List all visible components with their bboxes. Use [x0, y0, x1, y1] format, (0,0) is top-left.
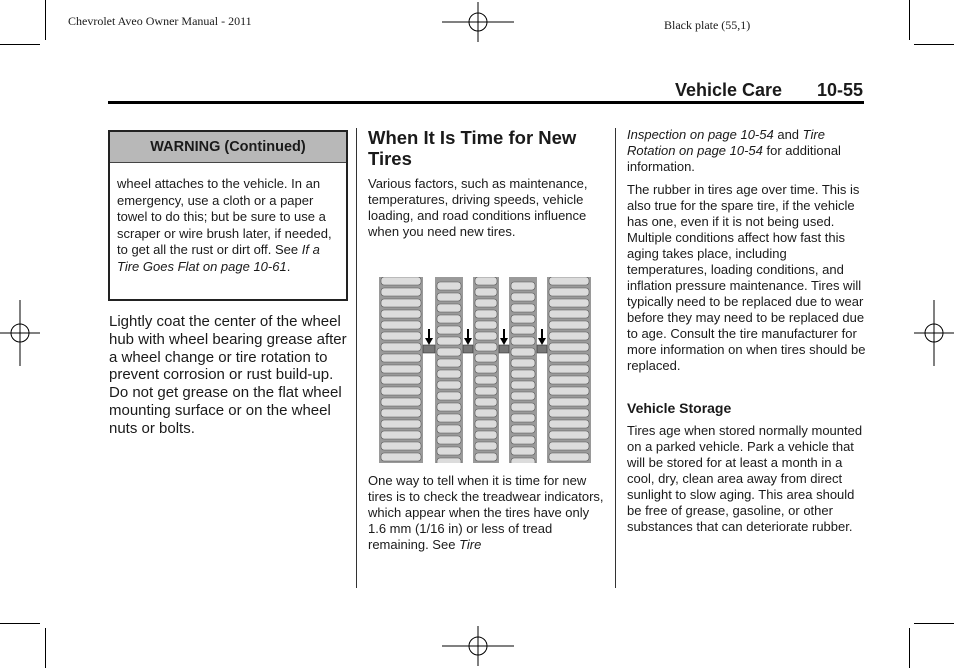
tread-block	[511, 392, 535, 400]
tread-block	[381, 431, 421, 439]
tread-block	[381, 365, 421, 373]
tread-block	[511, 326, 535, 334]
tread-block	[511, 337, 535, 345]
tread-block	[475, 343, 497, 351]
treadwear-text: One way to tell when it is time for new tires is to check the treadwear indicators, which appear when the tires have only 1.6 mm (1/16 in) or less of tread remaining. See	[368, 473, 604, 552]
registration-mark-icon	[442, 626, 514, 666]
inspection-reference: Inspection on page 10-54	[627, 127, 774, 142]
tread-block	[381, 299, 421, 307]
tread-block	[437, 414, 461, 422]
tread-block	[549, 453, 589, 461]
tread-block	[511, 359, 535, 367]
tread-block	[475, 354, 497, 362]
tread-block	[381, 398, 421, 406]
tread-block	[549, 332, 589, 340]
tread-block	[475, 420, 497, 428]
tread-block	[437, 436, 461, 444]
tread-block	[437, 337, 461, 345]
crop-mark	[45, 628, 46, 668]
tread-block	[437, 359, 461, 367]
reference-paragraph	[627, 127, 867, 175]
tread-block	[437, 370, 461, 378]
warning-text: wheel attaches to the vehicle. In an emergency, use a cloth or a paper towel to do this; but be sure to use a scraper or wire brush later, if needed, to get all the rust or dirt off. See	[117, 176, 332, 257]
registration-mark-icon	[442, 2, 514, 42]
tread-block	[381, 332, 421, 340]
tread-block	[511, 282, 535, 290]
tread-block	[475, 332, 497, 340]
tread-block	[381, 376, 421, 384]
tire-aging-paragraph: The rubber in tires age over time. This is also true for the spare tire, if the vehicle has one, even if it is not being used. Multiple conditions affect how fast this aging takes place, including temperatures, loading conditions, and inflation pressure maintenance. Tires will typically need to be replaced due to wear before they may need to be replaced due to age. Consult the tire manufacturer for more information on when tires should be replaced.	[627, 182, 866, 373]
treadwear-indicator-bar	[423, 345, 435, 353]
rotation-reference: Tire Rotation on page 10-54	[627, 127, 825, 158]
tread-block	[549, 299, 589, 307]
vehicle-storage-heading: Vehicle Storage	[627, 400, 732, 416]
tread-block	[475, 376, 497, 384]
tread-block	[511, 315, 535, 323]
tread-block	[511, 458, 535, 463]
column-divider	[356, 128, 357, 588]
tread-block	[381, 420, 421, 428]
tread-block	[475, 398, 497, 406]
plate-label: Black plate (55,1)	[664, 18, 751, 32]
section-title: Vehicle Care	[675, 80, 783, 100]
tread-block	[437, 381, 461, 389]
tread-block	[549, 398, 589, 406]
tread-block	[475, 442, 497, 450]
tread-block	[549, 310, 589, 318]
treadwear-indicator-bar	[463, 345, 473, 353]
tread-block	[381, 387, 421, 395]
crop-mark	[45, 0, 46, 40]
reference-tail: for additional information.	[627, 143, 841, 174]
tread-block	[549, 387, 589, 395]
tread-block	[437, 326, 461, 334]
treadwear-paragraph	[368, 473, 604, 553]
registration-mark-icon	[914, 300, 954, 366]
crop-mark	[909, 628, 910, 668]
crop-mark	[914, 44, 954, 45]
tread-block	[381, 409, 421, 417]
crop-mark	[0, 44, 40, 45]
tread-block	[549, 288, 589, 296]
tread-block	[475, 453, 497, 461]
tread-block	[549, 365, 589, 373]
tread-block	[549, 420, 589, 428]
tread-block	[511, 370, 535, 378]
column-divider	[615, 128, 616, 588]
warning-title: WARNING (Continued)	[110, 132, 346, 163]
tread-block	[437, 315, 461, 323]
crop-mark	[909, 0, 910, 40]
crop-mark	[0, 623, 40, 624]
warning-box	[108, 130, 348, 301]
tread-block	[437, 403, 461, 411]
tread-block	[475, 299, 497, 307]
tread-block	[475, 321, 497, 329]
tread-block	[381, 277, 421, 285]
warning-body	[110, 163, 346, 275]
tread-block	[381, 310, 421, 318]
registration-mark-icon	[0, 300, 40, 366]
tread-block	[437, 447, 461, 455]
reference-conjunction: and	[773, 127, 803, 142]
page-number: 10-55	[817, 80, 864, 100]
warning-text-end: .	[286, 258, 291, 274]
tread-block	[549, 321, 589, 329]
tread-block	[475, 365, 497, 373]
tread-block	[475, 431, 497, 439]
tread-block	[549, 343, 589, 351]
tread-block	[381, 343, 421, 351]
crop-mark	[914, 623, 954, 624]
tread-block	[437, 458, 461, 463]
tread-block	[437, 293, 461, 301]
tread-block	[549, 431, 589, 439]
tread-block	[511, 381, 535, 389]
header-rule	[108, 101, 864, 104]
tread-block	[511, 447, 535, 455]
tire-tread-illustration	[379, 277, 591, 463]
tread-block	[549, 376, 589, 384]
tread-block	[437, 348, 461, 356]
tread-block	[475, 310, 497, 318]
section-heading: When It Is Time for New Tires	[368, 127, 577, 169]
tread-block	[549, 442, 589, 450]
tread-block	[549, 354, 589, 362]
tread-block	[381, 321, 421, 329]
tread-block	[511, 436, 535, 444]
tread-block	[437, 282, 461, 290]
warning-cross-reference: If a Tire Goes Flat on page 10-61	[117, 242, 320, 274]
tread-block	[381, 453, 421, 461]
intro-paragraph: Various factors, such as maintenance, temperatures, driving speeds, vehicle loading, and road conditions influence when you need new tires.	[368, 176, 588, 239]
tread-block	[475, 288, 497, 296]
tread-block	[437, 392, 461, 400]
tread-block	[437, 425, 461, 433]
tread-block	[475, 277, 497, 285]
manual-title: Chevrolet Aveo Owner Manual - 2011	[68, 14, 252, 28]
tread-block	[549, 277, 589, 285]
tread-block	[511, 403, 535, 411]
tread-block	[381, 354, 421, 362]
tread-block	[437, 304, 461, 312]
tread-block	[475, 409, 497, 417]
treadwear-indicator-bar	[537, 345, 547, 353]
tread-block	[511, 414, 535, 422]
tread-block	[381, 442, 421, 450]
tread-block	[511, 304, 535, 312]
treadwear-indicator-bar	[499, 345, 509, 353]
treadwear-cross-reference: Tire	[459, 537, 482, 552]
tread-block	[511, 348, 535, 356]
tread-block	[549, 409, 589, 417]
tread-block	[475, 387, 497, 395]
tread-block	[511, 293, 535, 301]
wheel-hub-paragraph: Lightly coat the center of the wheel hub with wheel bearing grease after a wheel change or tire rotation to prevent corrosion or rust build-up. Do not get grease on the flat wheel mounting surface or on the wheel nuts or bolts.	[109, 313, 347, 437]
tread-block	[511, 425, 535, 433]
vehicle-storage-paragraph: Tires age when stored normally mounted on a parked vehicle. Park a vehicle that will be stored for at least a month in a cool, dry, clean area away from direct sunlight to slow aging. This area should be free of grease, gasoline, or other substances that can deteriorate rubber.	[627, 423, 863, 534]
tread-block	[381, 288, 421, 296]
